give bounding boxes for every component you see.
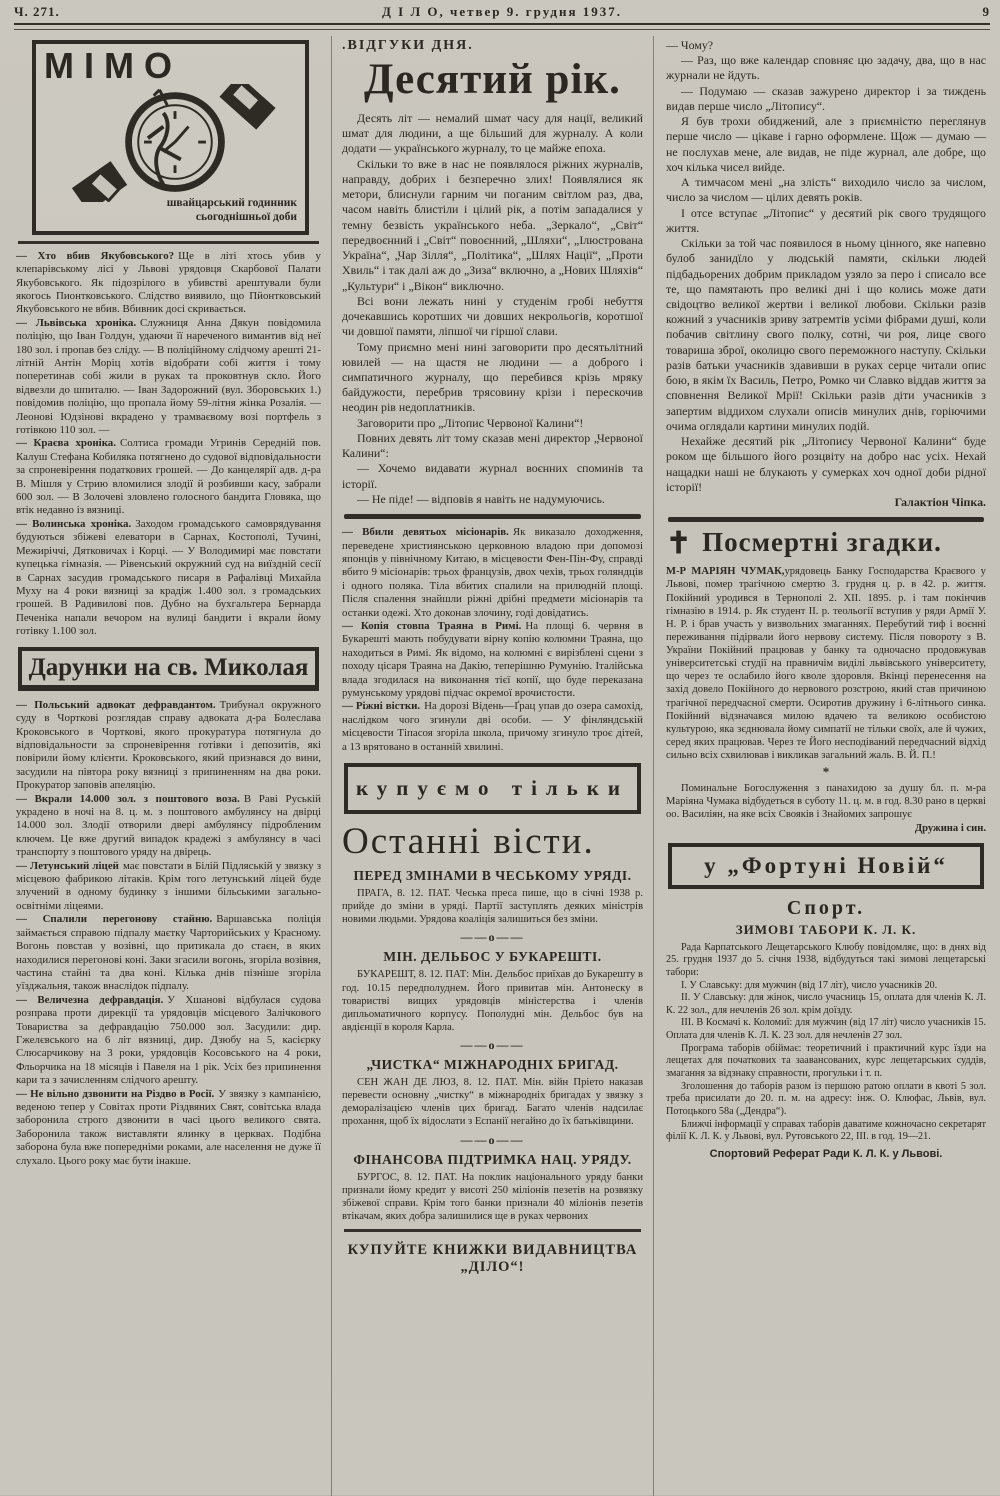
article-paragraph: І отсе вступає „Літопис“ у десятий рік свого трудящого життя. <box>666 205 986 235</box>
buy-only-box: купуємо тільки <box>344 763 641 814</box>
wire-paragraph: ПРАГА, 8. 12. ПАТ. Чеська преса пише, що в січні 1938 р. прийде до зміни в уряді. Партії заступлять деяких міністрів новими людьми. Урядова коаліція залишиться без зміни. <box>342 888 643 926</box>
ad-caption: швайцарський годинник сьогоднішньої доби <box>166 197 297 224</box>
article-paragraph: — Раз, що вже календар сповняє цю задачу, два, що в нас журнали не йдуть. <box>666 53 986 83</box>
article-paragraph: — Подумаю — сказав зажурено директор і за тиждень видав перше число „Літопису“. <box>666 83 986 113</box>
news-paragraph: — Хто вбив Якубовського? Ще в літі хтось убив у клепарівському лісі у Львові урядовця Скарбової Палати Якубовського. Як підозрілого в убивстві арештували були якогось Пионтковського. Слідство виявило, що Пйонтковський Якубовського не вбив. Вбивник досі скривається. <box>16 249 321 316</box>
divider <box>668 517 984 522</box>
star-separator: * <box>822 764 830 780</box>
article-paragraph: Я був трохи обиджений, але з приємністю переглянув перше число — цікаве і гарно оформлене. Щож — думаю — не послухав мене, але видав, не піде журнал, але добре, що хоч кілька чисел вийде. <box>666 114 986 174</box>
wire-heading: „ЧИСТКА“ МІЖНАРОДНІХ БРИГАД. <box>366 1057 619 1072</box>
column-middle <box>332 36 654 1496</box>
paper-title-dateline: Д І Л О, четвер 9. грудня 1937. <box>381 4 623 19</box>
masthead <box>14 4 990 22</box>
publisher-promo-line: КУПУЙТЕ КНИЖКИ ВИДАВНИЦТВА „ДІЛО“! <box>347 1242 638 1275</box>
page-number: 9 <box>982 4 990 19</box>
news-paragraph: — Летунський ліцей має повстати в Білій Підляській у звязку з місцевою фабрикою літаків. Крім того летунський ліцей буде злучений в одному будинку з іншими більськими загально-освітніми ліцеями. <box>16 859 322 912</box>
sport-paragraph: ІІ. У Славську: для жінок, число учасниць 15, оплата для членів К. Л. К. 22 зол., для нечленів 26 зол. крім доїзду. <box>666 992 986 1016</box>
wire-paragraph: СЕН ЖАН ДЕ ЛЮЗ, 8. 12. ПАТ. Мін. війн Пріето наказав перевести основну „чистку“ в міжнародніх бригадах у звязку з деморалізацією членів цих бригад. Багато членів надсилає прохання, щоб їх відослати з Еспанії негайно до їх батьківщини. <box>342 1077 643 1128</box>
article-paragraph: — Не піде! — відповів я навіть не надумуючись. <box>357 491 605 506</box>
article-signature: Галактіон Чіпка. <box>894 495 986 510</box>
news-paragraph: — Спалили перегонову стайню. Варшавська поліція займається справою підпалу маєтку Чарторийських у Красному. Вогонь повстав у возівні, що притикала до стаєн, в яких находилися перегонові коні. Заки згасили вогонь, згоріла возівня, частина стайні та два коні. Кілька днів пізніше згоріла уїзджальня, також внаслідок підпалу. <box>16 913 322 993</box>
wire-paragraph: БУКАРЕШТ, 8. 12. ПАТ: Мін. Дельбос приїхав до Букарешту в год. 10.15 передполуднем. Його привитав мін. Антонеску в товаристві вищих урядовців міністерства і членів дипльоматичного корпусу. Пополудні мін. Дельбос був на авдієнції в короля Карла. <box>342 969 643 1033</box>
latest-news-headline: Останні вісти. <box>342 821 595 862</box>
divider <box>18 241 319 244</box>
news-paragraph: — Краєва хроніка. Солтиса громади Угринів Середній пов. Калуш Стефана Кобиляка потягнено до судової відповідальности за спроневірення податкових грошей. — До канцелярії адв. д-ра В. Мішля у Стрию вломилися злодії й розбивши касу, забрали 600 зол. — В Золочеві зловлено голосного бандита Гловяка, що втік недавно із вязниці. <box>16 437 322 517</box>
obituary-paragraph: М-Р МАРІЯН ЧУМАК,урядовець Банку Господарства Краєвого у Львові, помер трагічною смертю 3. грудня ц. р. в 42. р. життя. Покійний уродився в Тернополі 2. XII. 1895. р. і там покінчив гімназію в 1914. р. Як студент II. р. теольогії вступив у ряди Армії У. Н. Р. і брав участь у визвольних змаганнях. Перебутий тиф і воєнні переживання підірвали його нервову систему. Після повороту з В. України Покійний працював у банку та одночасно продовжував університетські студії на правничім виділі львівського університету, що через те ослабило його кволе здоровля. Вкінці перенесення на захід довело Покійного до нервового розстрою, який став причиною трагічної передчасної смерти. Осиротив дружину і 6-літнього синка. Покійний відзначався милою вдачею та великою особистою культурою, яка зєднювала йому симпатії не тільки своїх, але й чужих, серед яких працював. Через те Його несподіваний передчасний відхід сильно всіх схвилював і викликав загальний жаль. В. Й. П.! <box>666 566 986 762</box>
issue-number: Ч. 271. <box>14 4 60 19</box>
o-divider: ——о—— <box>460 930 525 945</box>
section-title-gifts: Дарунки на св. Миколая <box>18 647 319 691</box>
article-paragraph: Повних девять літ тому сказав мені директор „Червоної Калини“: <box>342 430 643 461</box>
sport-signature: Спортовий Реферат Ради К. Л. К. у Львові. <box>709 1147 943 1160</box>
column-right <box>654 36 988 1496</box>
news-paragraph: — Волинська хроніка. Заходом громадського самоврядування будуються збіжеві елеватори в Сарнах, Костополі, Тучині, Межиріччі, Дятковичах і Корці. — У Володимирі має повстати купецька гімназія. — Рівенський окружний суд на виїздній сесії в Сарнах засудив громадського писаря в Рафалівці Михайла Муху на 4 роки вязниці за крадіж 1.400 зол. з громадських грошей. В Радивилові пов. Дубно на бухгальтера Бернарда Печеніка напали вечором на вулиці бандити і вкрали йому готівку 1.100 зол. <box>16 517 321 638</box>
article-paragraph: Тому приємно мені нині заговорити про десятьлітний ювилей — на щастя не людини — а доброго і симпатичного журналу, що перебився крізь мряку байдужости, перебрив трясовину крізи і перескочив неодин рів недоплатників. <box>342 339 643 415</box>
sport-paragraph: Зголошення до таборів разом із першою ратою оплати в квоті 5 зол. треба присилати до 20. п. м. на адресу: інж. О. Клюфас, Львів, вул. Потоцького 58а („Дендра“). <box>666 1080 986 1117</box>
ad-brand: MIMO <box>44 45 182 86</box>
news-paragraph: — Величезна дефравдація. У Хшанові відбулася судова розправа проти дирекції та урядовців місцевого Залічкового Товариства за дефравдацію 750.000 зол. Засудили: дир. Гжелєвського на 6 літ вязниці, дир. Дзюбу на 5, касієрку Слюсарчикову на 3 роки, урядовців Косовського на 4 роки, Фльорчика на 18 місяців і Павеля на 1 рік. Усіх без припинення кари та з зачисленням слідчого арешту. <box>16 993 321 1087</box>
wire-heading: МІН. ДЕЛЬБОС У БУКАРЕШТІ. <box>383 949 602 965</box>
masthead-rule <box>14 23 990 30</box>
mimo-watch-ad <box>32 40 309 235</box>
news-paragraph: — Копія стовпа Траяна в Римі. На площі 6. червня в Букарешті мають побудувати вірну копію колюмни Траяна, що находиться в Римі. Як відомо, на колюмні є вирізблені сцени з походу цісаря Траяна на Дакію, теперішню Румунію. Італійська влада згодилася на виконання тієї копії, що буде переказана румунському урядові підчас окремої врочистости. <box>342 619 643 699</box>
sport-paragraph: Програма таборів обіймає: теоретичний і практичний курс їзди на лещетах для початкових та заавансованих, курс лещетарських суддів, змагання за відзнаку справности, прогульки і т. п. <box>666 1042 986 1080</box>
memorial-notice: Поминальне Богослуження з панахидою за душу бл. п. м-ра Маріяна Чумака відбудеться в суботу 11. ц. м. в год. 8.30 рано в церкві оо. Василіян, на яке всіх Свояків і Знайомих запрошує <box>666 783 986 821</box>
sport-paragraph: Ближчі інформації у справах таборів даватиме кожночасно секретарят філії К. Л. К. у Львові, вул. Рутовського 22, III. в год. 19—21. <box>666 1118 986 1143</box>
sport-paragraph: І. У Славську: для мужчин (від 17 літ), число учасників 20. <box>681 979 938 991</box>
news-paragraph: — Вкрали 14.000 зол. з поштового воза. В Раві Руській украдено в ночі на 8. ц. м. з поштового амбулянсу на двірці 14.000 зол. Злодії отворили двері амбулянсу підробленим ключем. Це вже другий випадок крадежі з амбулянсу в часі транспорту з поштового уряду на двірець. <box>16 792 322 859</box>
o-divider: ——о—— <box>460 1038 525 1052</box>
article-kicker: .ВІДГУКИ ДНЯ. <box>342 38 474 53</box>
article-paragraph: Нехайже десятий рік „Літопису Червоної Калини“ буде роком ще більшого його розцвіту на добро нас усіх. Нехай нащадки наші не блукають у сумерках хоч одної доби рідної історії! <box>666 434 986 494</box>
sport-paragraph: Рада Карпатського Лещетарського Клюбу повідомляє, що: в днях від 25. грудня 1937 до 5. січня 1938, відбудуться такі зимові лещетарські табори: <box>666 941 986 978</box>
divider <box>344 514 641 519</box>
o-divider: ——о—— <box>460 1132 525 1147</box>
news-paragraph: — Ріжні вістки. На дорозі Відень—Ґрац упав до озера самохід, наслідком чого згинули дві особи. — У фінляндській місцевости Тіпасоя згоріла школа, причому згинуло троє дітей, а 13 врятовано в останній хвилині. <box>342 700 643 753</box>
article-headline: Десятий рік. <box>364 56 621 103</box>
article-paragraph: Всі вони лежать нині у студенім гробі небуття дочекавшись коротших чи довших некрольогів, коротшої чи довшої памяти, ліпшої чи гіршої слави. <box>342 293 643 339</box>
article-paragraph: Скільки то вже в нас не появлялося ріжних журналів, направду, добрих і безперечно злих! Появлялися як метори, блиснули гарним чи поганим світлом раз, два, часом навіть блистіли і цілий рік, а потім западалися у темну безвість українського неба. „Зеркало“, „Світ“ передвоєнний і „Світ“ повоєнний, „Шляхи“, „Ілюстрована Україна“, „Чар Зілля“, „Політика“, „Шлях Нації“, „Проти Хвиль“ і так далі аж до „Зиза“ включно, а „Нових Шляхів“ „Культури“ і „Вікон“ виключно. <box>342 156 643 293</box>
wire-heading: ПЕРЕД ЗМІНАМИ В ЧЕСЬКОМУ УРЯДІ. <box>353 868 632 883</box>
sport-section-title: Спорт. <box>786 896 866 919</box>
article-paragraph: Скільки за той час появилося в ньому цінного, яке напевно булоб занидїло у людській памяти, скільки людей підбадьорених добрим прикладом узяло за перо і списало все те, що памятають про великі дні і що колись може дати свідоцтво великої жертви і великої любови. Скільки разів кожний з учасників зриву затремтів усіми фібрами душі, коли побачив світлину свого полку, сотні, чи роя, лице свого товариша зброї, околицю свого переможного наступу. Скільки разів батьки учасників здавивши в руках серце читали опис бою, в якім їх Василь, Петро, Ромко чи Славко віддав життя за сповнення Великої Мрії! Скільки разів діти учасників з запертим віддихом слухали описів минулих днів, горіючими очима оглядали картини минулих подій. <box>666 236 986 433</box>
obituary-heading: ✝ Посмертні згадки. <box>666 527 942 561</box>
cross-icon: ✝ <box>666 527 693 561</box>
article-paragraph: А тимчасом мені „на злість“ виходило число за числом, число за числом — цілих девять років. <box>666 175 986 205</box>
divider <box>344 1229 641 1232</box>
news-paragraph: — Львівська хроніка. Служниця Анна Дякун повідомила поліцію, що Іван Голдун, удаючи її нареченого вимантив від неї 180 зол. і пропав без сліду. — В поліційному слідчому арешті 21-літній Антін Моріц хотів відобрати собі життя і тому поперетинав собі жили в руках та проковтнув скло. Його відвезли до шпиталю. — Іван Задорожний (вул. Зборовських 1.) повідомив поліцію, що пропала йому 59-літня жінка Розалія. — Леонові Юдзінові вкрадено у трамваєвому возі портфель з готівкою 110 зол. — <box>16 316 321 437</box>
article-paragraph: Заговорити про „Літопис Червоної Калини“! <box>357 415 584 430</box>
fortuna-nova-box: у „Фортуні Новій“ <box>668 843 984 889</box>
watch-illustration-icon <box>44 84 306 202</box>
article-paragraph: Десять літ — немалий шмат часу для нації, великий шмат для людини, а ще більший для журналу. А коли додати — українського журналу, то це майже епоха. <box>342 111 643 156</box>
news-paragraph: — Не вільно дзвонити на Різдво в Росії. У звязку з кампанією, веденою тепер у Совітах проти Різдвяних Свят, совітська влада заборонила строго дзвонити в часі цього великого свята. Заборонила також виставляти ялинку в церквах. Подібна заборона була вже попередніми роками, але населення не дуже її слухало. Цього року має бути інакше. <box>16 1087 321 1167</box>
wire-heading: ФІНАНСОВА ПІДТРИМКА НАЦ. УРЯДУ. <box>353 1151 632 1167</box>
sport-subheading: ЗИМОВІ ТАБОРИ К. Л. К. <box>735 921 917 937</box>
wire-paragraph: БУРГОС, 8. 12. ПАТ. На поклик національного уряду банки признали йому кредит у висоті 250 міліонів пезетів на розвязку збіжевої справи. Крім того банки признали 40 міліонів пезетів втікачам, яких добра залишилися ще в руках червоних <box>342 1171 643 1222</box>
article-paragraph: — Чому? <box>666 38 714 52</box>
news-paragraph: — Польський адвокат дефравдантом. Трибунал окружного суду в Чорткові розглядав справу адвоката д-ра Болеслава Кроковського в Чорткові, якого прокуратура потягнула до відповідальности за спроневірення готівки і депозитів, які повірили йому клієнти. Кроковського, який признався до вини, засудили на півтора року вязниці з припиненням на два роки. Прокуратор заповів апеляцію. <box>16 698 321 792</box>
column-left <box>14 36 332 1496</box>
article-paragraph: — Хочемо видавати журнал воєнних споминів та історії. <box>342 461 643 491</box>
memorial-signature: Дружина і син. <box>914 822 986 834</box>
news-paragraph: — Вбили девятьох місіонарів. Як виказало доходження, переведене християнською церковною владою при допомозі японців у північному Китаю, в місцевости Фен-Пін-Фу, справді вбито 9 місіонарів: трьох французів, двох чехів, трьох голяндців і одного поляка. Тіла вбитих спалили на прилюдній площі. Після спалення знайшли ріжні дрібні предмети місіонарів та останки одежі. Хто доконав злочину, годі довідатись. <box>342 526 643 619</box>
sport-paragraph: ІІІ. В Космачі к. Коломиї: для мужчин (від 17 літ) число учасників 15. Оплата для членів К. Л. К. 23 зол. для нечленів 27 зол. <box>666 1017 986 1042</box>
columns <box>14 36 990 1496</box>
